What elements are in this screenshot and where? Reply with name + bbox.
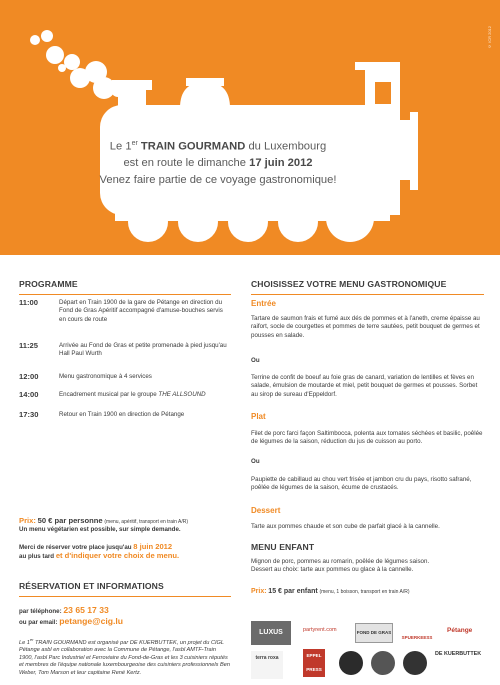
- train-illustration: [0, 0, 500, 255]
- smoke-icon: [30, 30, 125, 99]
- hero-line-1: Le 1er TRAIN GOURMAND du Luxembourg: [109, 140, 327, 153]
- luxus-logo: LUXUS: [251, 621, 291, 645]
- copyright-text: © ICR 2012: [487, 26, 492, 50]
- programme-time: 12:00: [19, 372, 39, 381]
- programme-text: Retour en Train 1900 en direction de Pétange: [59, 411, 185, 418]
- divider: [19, 596, 231, 597]
- programme-text: Menu gastronomique à 4 services: [59, 373, 152, 380]
- fond-de-gras-logo: FOND DE GRAS: [355, 623, 393, 643]
- email-link[interactable]: petange@cig.lu: [59, 616, 124, 627]
- sponsor-logos: [251, 621, 491, 683]
- spuerkeess-logo: SPUERKEESS: [401, 635, 433, 640]
- dessert-text: Tarte aux pommes chaude et son cube de parfait glacé à la cannelle.: [251, 523, 440, 530]
- price-block: Prix: 50 € par personne (menu, apéritif, transport en train A/R) Un menu végétarien est possible, sur simple demande.: [19, 517, 231, 535]
- kuerbuttek-logo: DE KUERBUTTEK: [435, 651, 482, 657]
- programme-time: 11:25: [19, 341, 39, 350]
- dessert-title: Dessert: [251, 506, 281, 515]
- hero-banner: [0, 0, 500, 255]
- partyrent-logo: partyrent.com: [303, 627, 337, 633]
- divider: [251, 294, 484, 295]
- right-column: [251, 279, 484, 595]
- left-column: [19, 279, 231, 677]
- programme-text: Départ en Train 1900 de la gare de Pétange en direction du Fond de Gras Apéritif accompagné d'amuse-bouches servis en cours de route: [59, 299, 223, 323]
- kids-menu-title: MENU ENFANT: [251, 542, 315, 552]
- eppel-press-logo: EPPEL PRESS: [303, 649, 325, 677]
- divider: [19, 294, 231, 295]
- hero-headline: [68, 136, 368, 188]
- phone-number[interactable]: 23 65 17 33: [63, 605, 109, 615]
- programme-text: Arrivée au Fond de Gras et petite promenade à pied jusqu'au Hall Paul Wurth: [59, 342, 227, 358]
- or-label: Ou: [251, 357, 260, 364]
- entree-option-2: Terrine de confit de boeuf au foie gras de canard, variation de lentilles et fèves en salade, émulsion de moutarde et miel, petit bouquet de germes et pousses. Sorbet au sirop de sureau d'Eppeldorf.: [251, 374, 478, 398]
- entree-title: Entrée: [251, 299, 276, 308]
- plat-option-1: Filet de porc farci façon Saltimbocca, polenta aux tomates séchées et basilic, poêlée de légumes de la saison, réduction du jus de cuisson au porto.: [251, 430, 483, 446]
- menu-title: CHOISISSEZ VOTRE MENU GASTRONOMIQUE: [251, 279, 447, 289]
- plat-option-2: Paupiette de cabillaud au chou vert frisée et jambon cru du pays, risotto safrané, poêlée de légumes de la saison, écume de crustacés.: [251, 476, 472, 492]
- programme-text: Encadrement musical par le groupe THE ALLSOUND: [59, 391, 206, 398]
- kids-menu-text: Mignon de porc, pommes au romarin, poêlée de légumes saison. Dessert au choix: tarte aux pommes ou glace à la cannelle.: [251, 558, 430, 574]
- chef-badge-icon: [339, 651, 363, 675]
- entree-option-1: Tartare de saumon frais et fumé aux dés de pommes et à l'aneth, creme épaisse au raifort, socle de courgettes et pommes de terre sautées, petit bouquet de germes et pousses en salade.: [251, 315, 480, 339]
- terra-roxa-logo: terra roxa: [251, 651, 283, 679]
- hero-line-3: Venez faire partie de ce voyage gastronomique!: [99, 173, 337, 186]
- petange-logo: Pétange: [447, 627, 473, 634]
- or-label: Ou: [251, 458, 260, 465]
- programme-title: PROGRAMME: [19, 279, 78, 289]
- vegetarian-note: Un menu végétarien est possible, sur simple demande.: [19, 526, 181, 534]
- programme-time: 14:00: [19, 390, 39, 399]
- programme-time: 11:00: [19, 298, 39, 307]
- organizer-note: Le 1er TRAIN GOURMAND est organisé par DE KUERBUTTEK, un projet du CIGL Pétange asbl en collaboration avec la Commune de Pétange, l'asbl AMTF-Train 1900, l'asbl Parc Industriel et Ferroviaire du Fond-de-Gras et les 3 cuisiniers réputés et membres de l'équipe nationale luxembourgeoise des cuisiniers professionnels Ben Weber, Tom Marson et leur capitaine René Kertz.: [19, 636, 230, 677]
- programme-time: 17:30: [19, 410, 39, 419]
- hero-line-2: est en route le dimanche 17 juin 2012: [123, 157, 313, 170]
- kids-price: Prix: 15 € par enfant (menu, 1 boisson, transport en train A/R): [251, 588, 410, 595]
- plat-title: Plat: [251, 412, 266, 421]
- seal-icon: [371, 651, 395, 675]
- tools-icon: [403, 651, 427, 675]
- reserve-block: Merci de réserver votre place jusqu'au 8 juin 2012 au plus tard et d'indiquer votre choix de menu.: [19, 542, 180, 561]
- reservation-title: RÉSERVATION ET INFORMATIONS: [19, 581, 164, 591]
- reservation-section: RÉSERVATION ET INFORMATIONS par téléphone: 23 65 17 33 ou par email: petange@cig.lu Le 1er TRAIN GOURMAND est organisé par DE KUERBUTTEK, un projet du CIGL Pétange asbl en collaboration avec la Commune de Pétange, l'asbl AMTF-Train 1900, l'asbl Parc Industriel et Ferroviaire du Fond-de-Gras et les 3 cuisiniers réputés et membres de l'équipe nationale luxembourgeoise des cuisiniers professionnels Ben Weber, Tom Marson et leur capitaine René Kertz.: [19, 581, 230, 677]
